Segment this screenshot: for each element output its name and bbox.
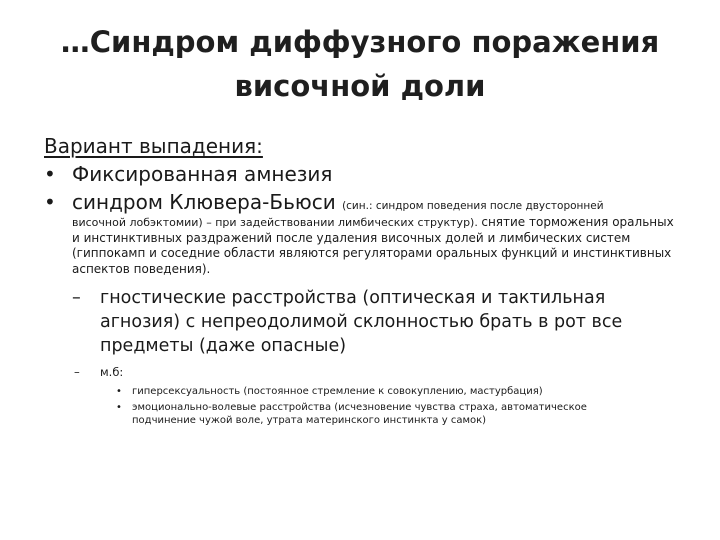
kluver-bucy-desc-part-1: височной лобэктомии) – при задействовании лимбических структур). <box>72 216 478 229</box>
sub-item-text: м.б: <box>100 365 124 379</box>
sub-item-text: гностические расстройства (оптическая и тактильная агнозия) с непреодолимой склонностью брать в рот все предметы (даже опасные) <box>100 288 623 356</box>
bullet-item-amnesia <box>44 160 684 188</box>
dash-glyph: – <box>74 365 80 379</box>
sub-sub-item-text: эмоционально-волевые расстройства (исчезновение чувства страха, автоматическое подчинение чужой воле, утрата материнского инстинкта у самок) <box>132 402 587 426</box>
kluver-bucy-synonym: (син.: синдром поведения после двусторонней <box>342 200 604 212</box>
bullet-glyph: • <box>116 386 122 397</box>
bullet-glyph: • <box>44 190 56 214</box>
bullet-text: синдром Клювера-Бьюси <box>72 190 336 214</box>
kluver-bucy-desc-part-2: снятие торможения оральных и инстинктивных раздражений после удаления височных долей и лимбических систем (гиппокамп и соседние области являются регуляторами оральных функций и инстинктивных аспектов поведения). <box>72 215 674 276</box>
slide-title <box>30 20 690 108</box>
slide-content <box>44 132 684 427</box>
bullet-glyph: • <box>116 402 122 413</box>
sub-sub-item-emotional <box>44 401 652 427</box>
dash-glyph: – <box>72 288 81 308</box>
bullet-text: Фиксированная амнезия <box>72 162 333 186</box>
sub-sub-item-hypersexuality <box>44 385 652 398</box>
kluver-bucy-description <box>72 215 684 277</box>
sub-item-mb <box>44 364 684 380</box>
title-line-2: височной доли <box>234 69 486 103</box>
sub-item-gnostic <box>44 286 684 358</box>
bullet-glyph: • <box>44 162 56 186</box>
variant-heading: Вариант выпадения: <box>44 134 263 158</box>
sub-sub-item-text: гиперсексуальность (постоянное стремление к совокуплению, мастурбация) <box>132 386 543 397</box>
bullet-item-kluver-bucy <box>44 188 684 277</box>
title-line-1: …Синдром диффузного поражения <box>60 25 660 59</box>
